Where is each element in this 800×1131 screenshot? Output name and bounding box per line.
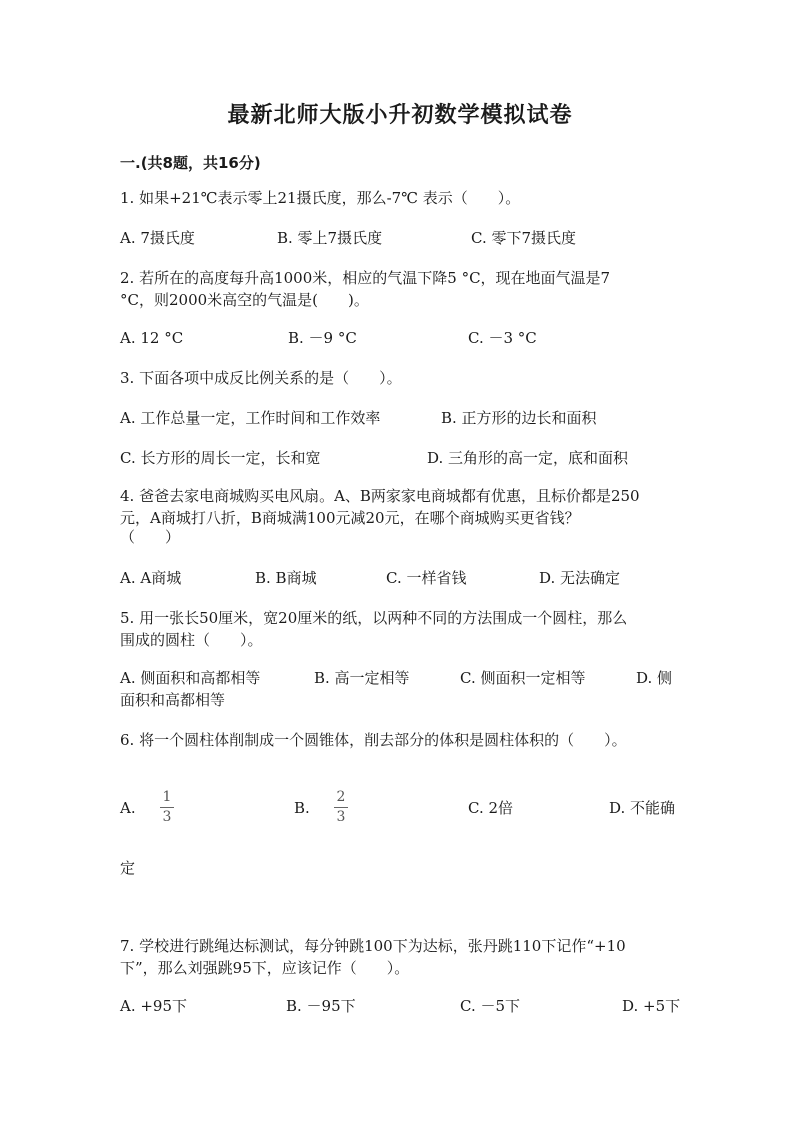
fraction-bar	[334, 807, 348, 808]
q6-option-b-fraction	[333, 790, 349, 825]
fraction-bar	[160, 807, 174, 808]
q5-option-b: B. 高一定相等	[314, 669, 410, 687]
fraction-numerator: 2	[336, 789, 346, 805]
question-4-text-line3: （ ）	[120, 528, 181, 546]
q4-option-d: D. 无法确定	[539, 569, 621, 587]
q4-option-c: C. 一样省钱	[386, 569, 467, 587]
q1-option-c: C. 零下7摄氏度	[471, 229, 577, 247]
q4-option-b: B. B商城	[255, 569, 317, 587]
fraction-denominator: 3	[162, 809, 172, 825]
section-heading: 一.(共8题，共16分)	[120, 154, 261, 172]
q7-option-d: D. +5下	[622, 997, 681, 1015]
question-2-text-line1: 2. 若所在的高度每升高1000米，相应的气温下降5 °C，现在地面气温是7	[120, 269, 611, 287]
q6-option-d-continued: 定	[120, 859, 136, 877]
question-3-text: 3. 下面各项中成反比例关系的是（ ）。	[120, 369, 402, 387]
question-7-text-line2: 下”，那么刘强跳95下，应该记作（ ）。	[120, 959, 410, 977]
question-2-text-line2: °C，则2000米高空的气温是( )。	[120, 291, 369, 309]
question-1-text: 1. 如果+21℃表示零上21摄氏度，那么-7℃ 表示（ ）。	[120, 189, 521, 207]
q7-option-b: B. －95下	[286, 997, 356, 1015]
question-5-text-line1: 5. 用一张长50厘米，宽20厘米的纸，以两种不同的方法围成一个圆柱，那么	[120, 609, 628, 627]
q4-option-a: A. A商城	[120, 569, 182, 587]
question-4-text-line1: 4. 爸爸去家电商城购买电风扇。A、B两家家电商城都有优惠，且标价都是250	[120, 487, 640, 505]
q2-option-a: A. 12 °C	[120, 329, 184, 347]
q6-option-d: D. 不能确	[609, 799, 676, 817]
question-7-text-line1: 7. 学校进行跳绳达标测试，每分钟跳100下为达标，张丹跳110下记作“+10	[120, 937, 626, 955]
q5-option-a: A. 侧面积和高都相等	[120, 669, 261, 687]
q3-option-c: C. 长方形的周长一定，长和宽	[120, 449, 321, 467]
page-title: 最新北师大版小升初数学模拟试卷	[227, 103, 573, 128]
q5-option-d-continued: 面积和高都相等	[120, 691, 226, 709]
question-4-text-line2: 元，A商城打八折，B商城满100元减20元，在哪个商城购买更省钱？	[120, 509, 580, 527]
question-5-text-line2: 围成的圆柱（ ）。	[120, 631, 263, 649]
q6-option-c: C. 2倍	[468, 799, 514, 817]
q7-option-a: A. +95下	[120, 997, 188, 1015]
q1-option-a: A. 7摄氏度	[120, 229, 195, 247]
q6-option-a: A.	[120, 799, 136, 817]
fraction-denominator: 3	[336, 809, 346, 825]
q6-option-b: B.	[294, 799, 310, 817]
q5-option-c: C. 侧面积一定相等	[460, 669, 586, 687]
fraction-numerator: 1	[162, 789, 172, 805]
question-6-text: 6. 将一个圆柱体削制成一个圆锥体，削去部分的体积是圆柱体积的（ ）。	[120, 731, 627, 749]
q6-option-a-fraction	[159, 790, 175, 825]
q2-option-c: C. －3 °C	[468, 329, 537, 347]
q3-option-b: B. 正方形的边长和面积	[441, 409, 597, 427]
q5-option-d: D. 侧	[636, 669, 673, 687]
q3-option-a: A. 工作总量一定，工作时间和工作效率	[120, 409, 381, 427]
q1-option-b: B. 零上7摄氏度	[277, 229, 383, 247]
q7-option-c: C. －5下	[460, 997, 521, 1015]
q2-option-b: B. －9 °C	[288, 329, 357, 347]
q3-option-d: D. 三角形的高一定，底和面积	[427, 449, 629, 467]
